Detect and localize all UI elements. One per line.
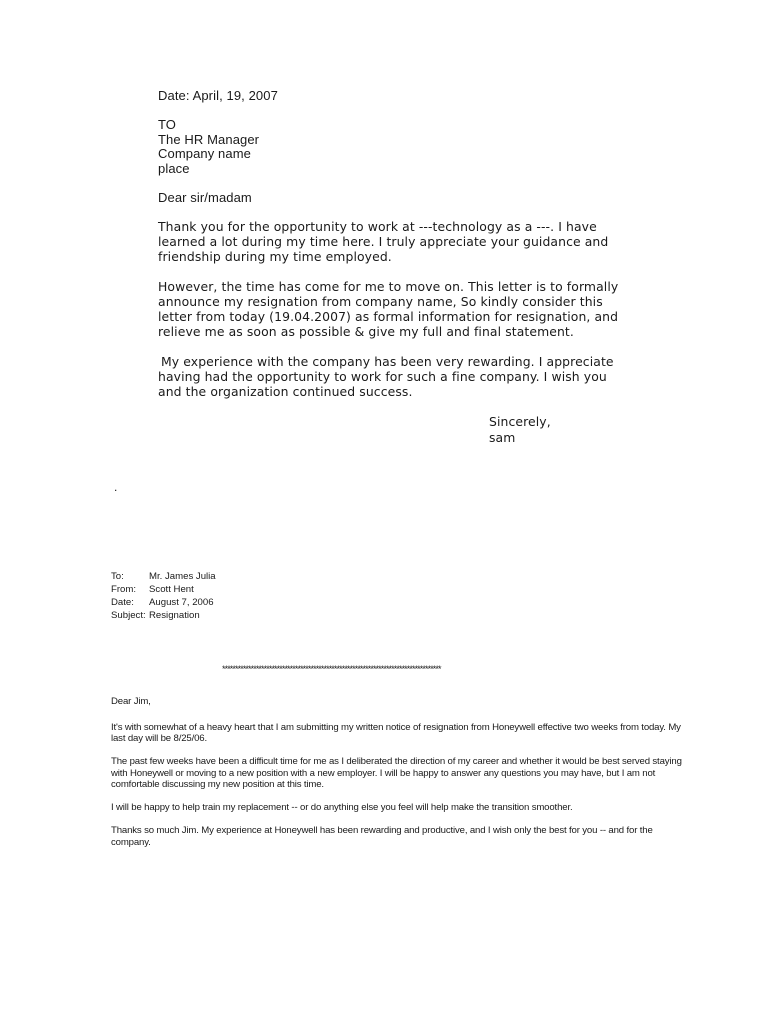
body-paragraph: However, the time has come for me to move on. This letter is to formally announce my resignation from company name, So kindly consider this letter from today (19.04.2007) as formal information for resignation, and relieve me as soon as possible & give my full and final statement.	[158, 279, 619, 339]
memo-from-value: Scott Hent	[149, 584, 194, 595]
closing-block	[489, 414, 628, 446]
memo-date-value: August 7, 2006	[149, 597, 214, 608]
address-line: place	[158, 160, 190, 176]
memo-subject-value: Resignation	[149, 610, 200, 621]
address-line: TO	[158, 117, 177, 132]
recipient-address	[158, 118, 628, 176]
salutation: Dear sir/madam	[158, 190, 252, 205]
body-paragraph: The past few weeks have been a difficult time for me as I deliberated the direction of my career and whether it would be best served staying with Honeywell or moving to a new position with a new employer. I will be happy to answer any questions you may have, but I am not comfortable discussing my new position at this time.	[111, 756, 682, 790]
memo-to-label: To:	[111, 571, 124, 582]
closing: Sincerely,	[489, 414, 551, 429]
memo-date-row	[111, 596, 671, 609]
memo-from-row	[111, 583, 671, 596]
memo-to-value: Mr. James Julia	[149, 571, 216, 582]
asterisk-divider: ************************************************************************************	[222, 664, 441, 674]
body-paragraph: My experience with the company has been very rewarding. I appreciate having had the opportunity to work for such a fine company. I wish you and the organization continued success.	[158, 354, 614, 399]
memo-header	[111, 570, 671, 622]
memo-from-label: From:	[111, 584, 137, 595]
memo-subject-label: Subject:	[111, 610, 146, 621]
resignation-letter-2	[111, 696, 686, 860]
address-line: The HR Manager	[158, 131, 260, 147]
letter-date: Date: April, 19, 2007	[158, 88, 278, 103]
body-paragraph: Thanks so much Jim. My experience at Honeywell has been rewarding and productive, and I wish only the best for you -- and for the company.	[111, 825, 653, 848]
resignation-letter-1	[158, 88, 628, 446]
memo-to-row	[111, 570, 671, 583]
signature: sam	[489, 430, 516, 445]
body-paragraph: It's with somewhat of a heavy heart that I am submitting my written notice of resignation from Honeywell effective two weeks from today. My last day will be 8/25/06.	[111, 721, 681, 744]
address-line: Company name	[158, 146, 251, 161]
memo-date-label: Date:	[111, 597, 134, 608]
salutation: Dear Jim,	[111, 696, 151, 707]
body-paragraph: Thank you for the opportunity to work at ---technology as a ---. I have learned a lot during my time here. I truly appreciate your guidance and friendship during my time employed.	[158, 219, 609, 264]
separator-dot: .	[114, 480, 118, 494]
memo-subject-row	[111, 609, 671, 622]
body-paragraph: I will be happy to help train my replacement -- or do anything else you feel will help make the transition smoother.	[111, 802, 573, 813]
